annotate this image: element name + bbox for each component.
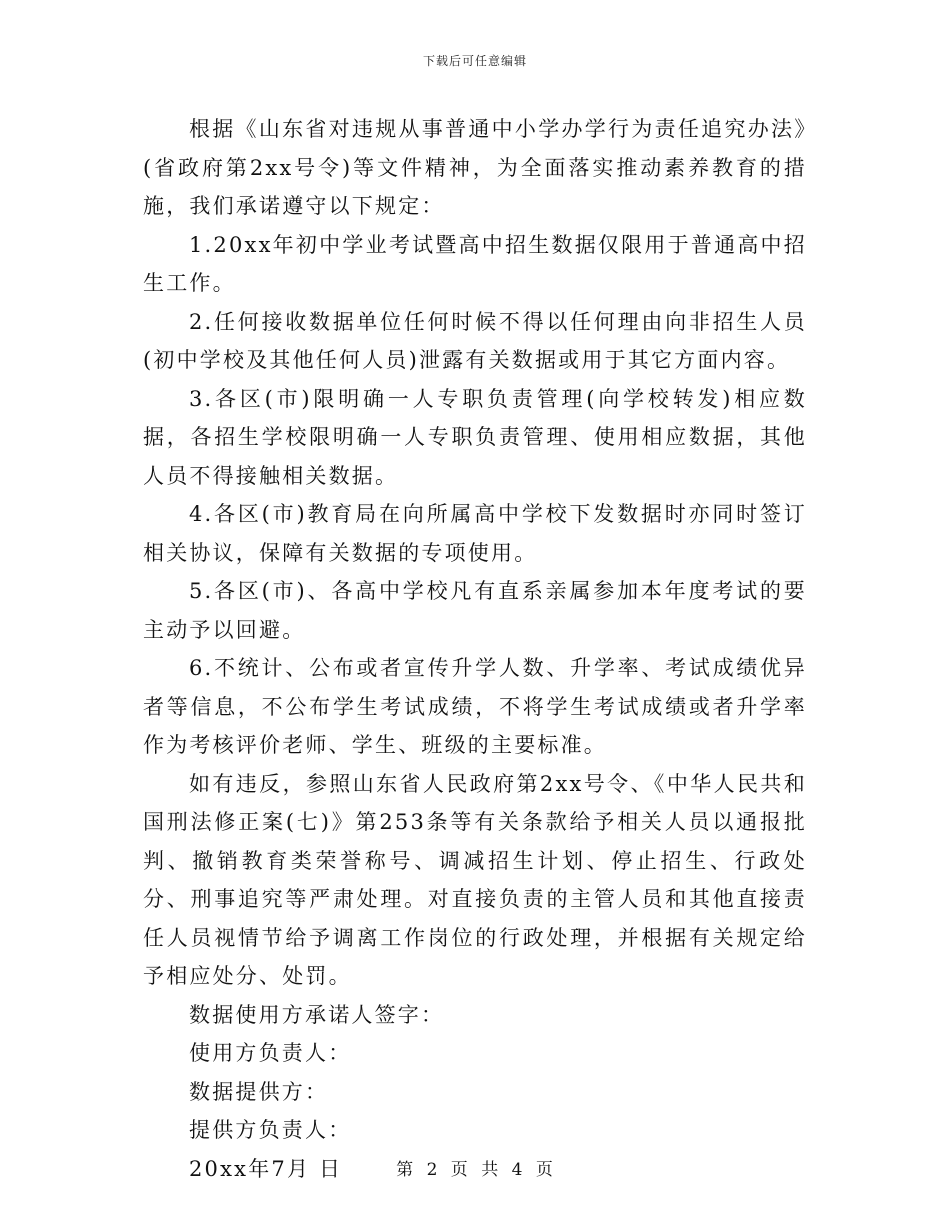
footer-current-page: 2 bbox=[426, 1160, 439, 1180]
user-leader-line: 使用方负责人： bbox=[189, 1041, 352, 1065]
footer-di: 第 bbox=[396, 1160, 415, 1180]
intro-paragraph: 根据《山东省对违规从事普通中小学办学行为责任追究办法》(省政府第2xx号令)等文件精神，为全面落实推动素养教育的措施，我们承诺遵守以下规定： bbox=[143, 117, 807, 218]
user-signatory-line: 数据使用方承诺人签字： bbox=[189, 1002, 445, 1027]
rule-item-5: 5.各区(市)、各高中学校凡有直系亲属参加本年度考试的要主动予以回避。 bbox=[143, 579, 807, 642]
date-line: 20xx年7月 日 bbox=[189, 1156, 343, 1181]
document-body bbox=[143, 110, 807, 1188]
rule-item-4: 4.各区(市)教育局在向所属高中学校下发数据时亦同时签订相关协议，保障有关数据的专项使用。 bbox=[143, 502, 807, 565]
footer-ye: 页 bbox=[450, 1160, 469, 1180]
rule-item-3: 3.各区(市)限明确一人专职负责管理(向学校转发)相应数据，各招生学校限明确一人专职负责管理、使用相应数据，其他人员不得接触相关数据。 bbox=[143, 386, 807, 488]
rule-item-6: 6.不统计、公布或者宣传升学人数、升学率、考试成绩优异者等信息，不公布学生考试成绩，不将学生考试成绩或者升学率作为考核评价老师、学生、班级的主要标准。 bbox=[143, 656, 807, 757]
page-header-note: 下载后可任意编辑 bbox=[422, 54, 527, 68]
provider-line: 数据提供方： bbox=[189, 1079, 329, 1104]
footer-ye2: 页 bbox=[535, 1160, 554, 1180]
penalty-paragraph: 如有违反，参照山东省人民政府第2xx号令、《中华人民共和国刑法修正案(七)》第253条等有关条款给予相关人员以通报批判、撤销教育类荣誉称号、调减招生计划、停止招生、行政处分、刑事追究等严肃处理。对直接负责的主管人员和其他直接责任人员视情节给予调离工作岗位的行政处理，并根据有关规定给予相应处分、处罚。 bbox=[143, 771, 807, 988]
footer-total-pages: 4 bbox=[511, 1160, 524, 1180]
rule-item-2: 2.任何接收数据单位任何时候不得以任何理由向非招生人员(初中学校及其他任何人员)泄露有关数据或用于其它方面内容。 bbox=[143, 309, 807, 372]
footer-gong: 共 bbox=[481, 1160, 500, 1180]
rule-item-1: 1.20xx年初中学业考试暨高中招生数据仅限用于普通高中招生工作。 bbox=[143, 232, 807, 295]
page-footer bbox=[0, 1155, 950, 1180]
provider-leader-line: 提供方负责人： bbox=[189, 1118, 352, 1142]
